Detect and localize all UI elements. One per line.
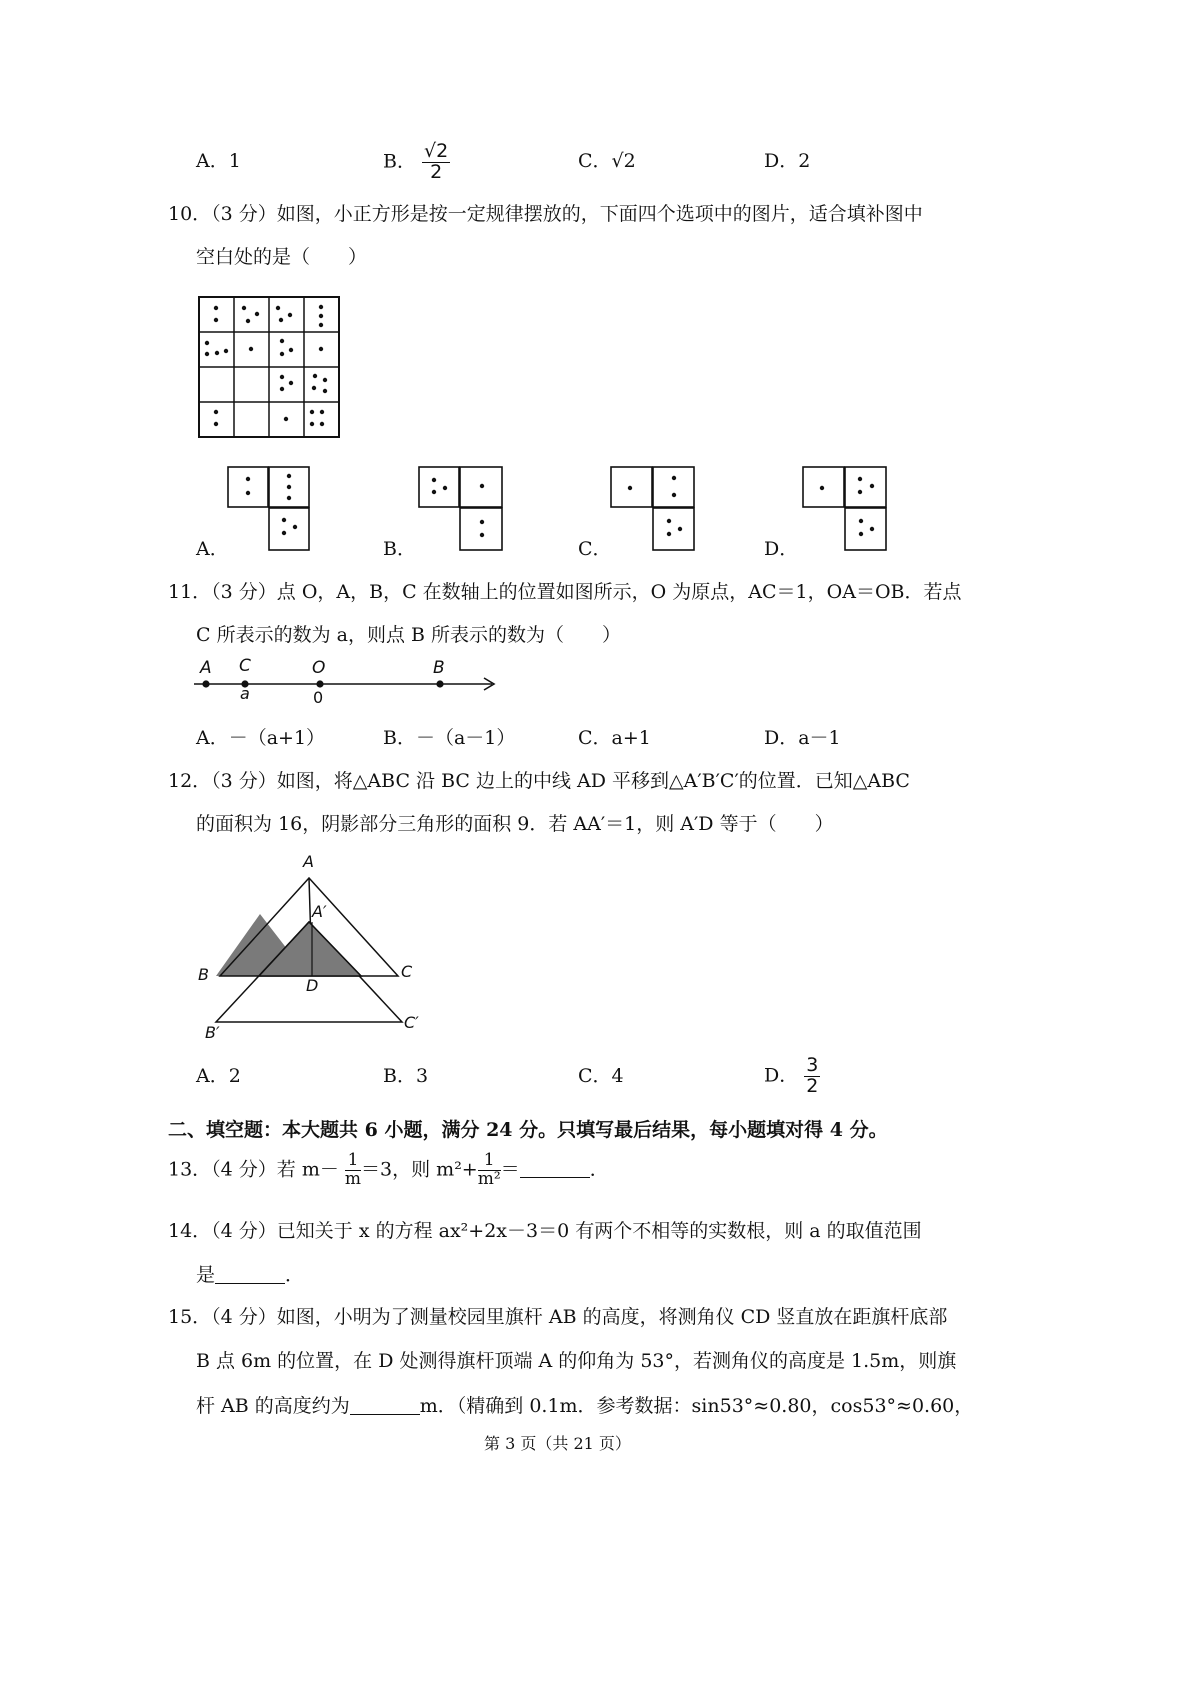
- label-b-prime: B′: [205, 1023, 220, 1042]
- q12-line-1: 12．（3 分）如图，将△ABC 沿 BC 边上的中线 AD 平移到△A′B′C′的位置．已知△ABC: [168, 770, 910, 792]
- label-c: C: [401, 962, 413, 981]
- q9-option-b: [383, 142, 450, 183]
- q14-line-1: 14．（4 分）已知关于 x 的方程 ax²+2x－3＝0 有两个不相等的实数根，则 a 的取值范围: [168, 1220, 922, 1242]
- q14-line-2-prefix: 是: [196, 1264, 216, 1286]
- fraction-denominator: m²: [477, 1168, 501, 1189]
- fraction-numerator: 3: [806, 1054, 819, 1076]
- q10-option-b-figure: [418, 466, 504, 552]
- q9-option-c: C．√2: [578, 150, 636, 172]
- fraction-numerator: √2: [424, 140, 449, 162]
- q9-option-b-fraction: [422, 142, 450, 183]
- q13-end: ．: [589, 1158, 609, 1181]
- label-a: A: [303, 852, 314, 871]
- q12-option-a: A．2: [196, 1065, 241, 1087]
- q13-answer-blank[interactable]: [520, 1159, 590, 1178]
- q10-line-1: 10．（3 分）如图，小正方形是按一定规律摆放的，下面四个选项中的图片，适合填补图中: [168, 203, 923, 225]
- label-a-prime: A′: [312, 902, 327, 921]
- fraction-numerator: 1: [345, 1152, 361, 1171]
- fraction-denominator: 2: [430, 160, 443, 183]
- q12-option-d-fraction: [804, 1056, 820, 1097]
- q13-fraction-2: [478, 1152, 501, 1189]
- q10-option-d-figure: [802, 466, 888, 552]
- section-2-title: 二、填空题：本大题共 6 小题，满分 24 分。只填写最后结果，每小题填对得 4 分。: [168, 1119, 888, 1141]
- q11-line-1: 11．（3 分）点 O，A，B，C 在数轴上的位置如图所示，O 为原点，AC＝1，OA＝OB．若点: [168, 581, 962, 603]
- q10-line-2: 空白处的是（ ）: [196, 246, 368, 268]
- axis-label-o: O: [312, 658, 326, 678]
- page-footer: 第 3 页（共 21 页）: [484, 1434, 631, 1453]
- q10-option-b: B．: [383, 538, 416, 560]
- axis-value-zero: 0: [313, 688, 324, 707]
- q9-option-d: D．2: [764, 150, 811, 172]
- axis-label-a: A: [200, 658, 212, 678]
- q9-option-b-label: B．: [383, 150, 416, 173]
- q11-option-d: D．a－1: [764, 727, 841, 749]
- q10-dot-grid: [198, 296, 340, 438]
- q13-middle: ＝3，则 m²+: [361, 1158, 478, 1181]
- q10-option-d: D．: [764, 538, 799, 560]
- q12-line-2: 的面积为 16，阴影部分三角形的面积 9．若 AA′＝1，则 A′D 等于（ ）: [196, 813, 834, 835]
- q11-option-a: A．－（a+1）: [196, 727, 326, 749]
- q10-option-a-figure: [227, 466, 311, 552]
- q12-option-d-label: D．: [764, 1064, 799, 1087]
- q12-option-b: B．3: [383, 1065, 429, 1087]
- fraction-denominator: 2: [806, 1074, 819, 1097]
- q13-equals: ＝: [500, 1158, 520, 1181]
- q12-triangle-figure: [196, 850, 436, 1050]
- axis-value-a: a: [240, 684, 250, 703]
- q12-option-d: [764, 1056, 820, 1097]
- q9-option-a: A．1: [196, 150, 241, 172]
- q13-prefix: 13．（4 分）若 m－: [168, 1158, 339, 1181]
- q15-line-1: 15．（4 分）如图，小明为了测量校园里旗杆 AB 的高度，将测角仪 CD 竖直放在距旗杆底部: [168, 1306, 948, 1328]
- q11-line-2: C 所表示的数为 a，则点 B 所表示的数为（ ）: [196, 624, 621, 646]
- fraction-numerator: 1: [478, 1152, 501, 1171]
- q15-answer-blank[interactable]: [350, 1396, 420, 1415]
- q11-option-b: B．－（a－1）: [383, 727, 516, 749]
- q14-line-2: [196, 1265, 304, 1285]
- q10-option-c: C．: [578, 538, 612, 560]
- q15-line-3: [196, 1396, 973, 1416]
- label-c-prime: C′: [404, 1013, 419, 1032]
- q13-line: [168, 1152, 609, 1189]
- q14-answer-blank[interactable]: [215, 1265, 285, 1284]
- q14-line-2-end: ．: [285, 1264, 305, 1286]
- q10-option-a: A．: [196, 538, 229, 560]
- q11-option-c: C．a+1: [578, 727, 651, 749]
- label-d: D: [306, 976, 319, 995]
- q10-option-c-figure: [610, 466, 696, 552]
- q12-option-c: C．4: [578, 1065, 624, 1087]
- label-b: B: [198, 965, 209, 984]
- q15-line-3-prefix: 杆 AB 的高度约为: [196, 1395, 350, 1417]
- axis-label-b: B: [433, 658, 445, 678]
- q13-fraction-1: [345, 1152, 361, 1189]
- axis-label-c: C: [239, 656, 251, 676]
- fraction-denominator: m: [344, 1168, 362, 1189]
- q15-line-3-suffix: m．（精确到 0.1m．参考数据：sin53°≈0.80，cos53°≈0.60，: [419, 1395, 974, 1417]
- q15-line-2: B 点 6m 的位置，在 D 处测得旗杆顶端 A 的仰角为 53°，若测角仪的高度是 1.5m，则旗: [196, 1350, 957, 1372]
